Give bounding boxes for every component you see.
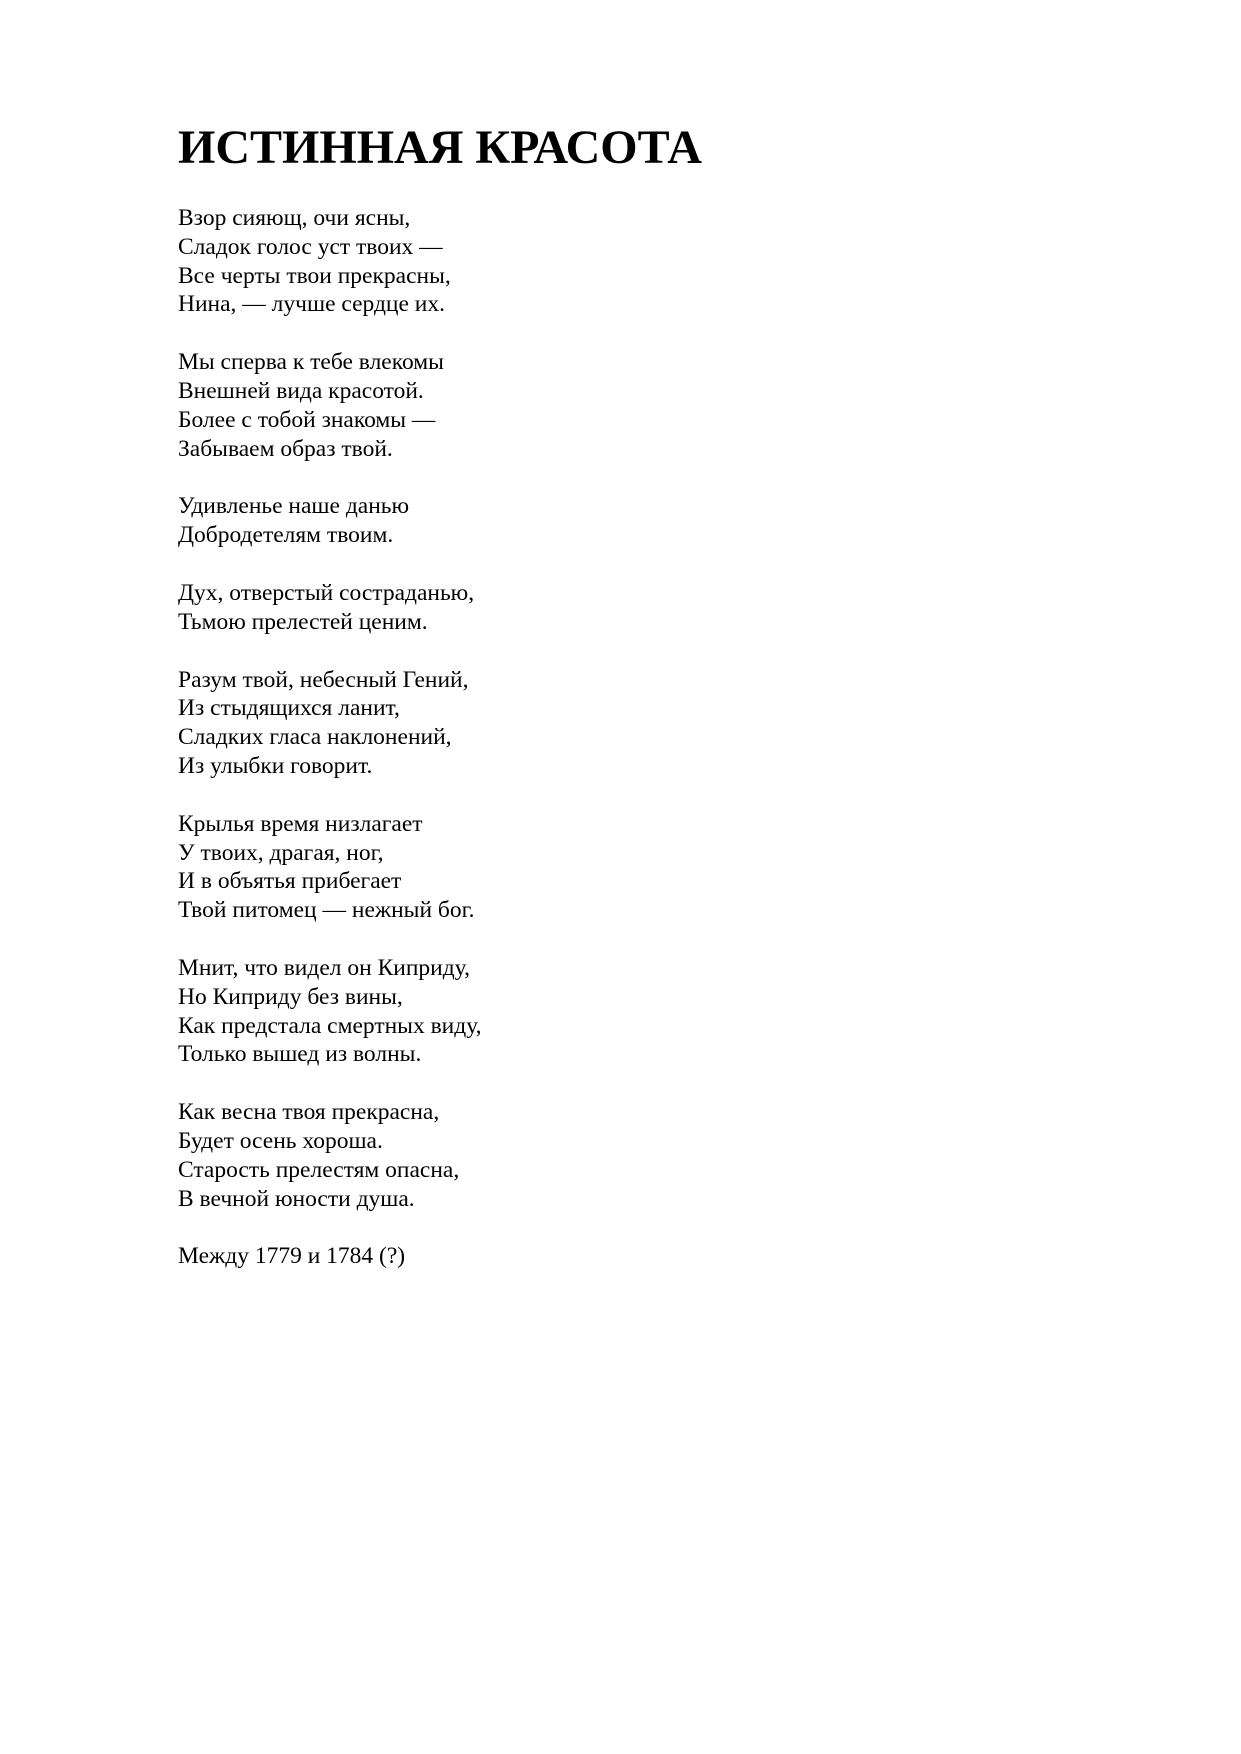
- poem-line: Нина, — лучше сердце их.: [178, 291, 446, 318]
- poem-line: В вечной юности душа.: [178, 1185, 415, 1212]
- poem-line: Удивленье наше данью: [178, 493, 410, 520]
- poem-line: Тьмою прелестей ценим.: [178, 608, 428, 635]
- poem-date: Между 1779 и 1784 (?): [178, 1243, 406, 1270]
- poem-line: Из стыдящихся ланит,: [178, 695, 400, 722]
- poem-title: ИСТИННАЯ КРАСОТА: [178, 121, 702, 174]
- poem-line: Но Киприду без вины,: [178, 983, 403, 1010]
- stanza-8: [178, 1098, 1178, 1213]
- poem-line: И в объятья прибегает: [178, 868, 402, 895]
- stanza-1: [178, 204, 1178, 319]
- poem-line: Только вышед из волны.: [178, 1041, 422, 1068]
- poem-line: Разум твой, небесный Гений,: [178, 666, 469, 693]
- stanza-7: [178, 954, 1178, 1069]
- poem-line: Будет осень хороша.: [178, 1127, 383, 1154]
- poem-line: Мнит, что видел он Киприду,: [178, 954, 470, 981]
- poem-line: Как предстала смертных виду,: [178, 1012, 482, 1039]
- poem-line: Сладок голос уст твоих —: [178, 233, 443, 260]
- poem-line: Взор сияющ, очи ясны,: [178, 205, 411, 231]
- poem-line: Более с тобой знакомы —: [178, 406, 436, 433]
- poem-line: Твой питомец — нежный бог.: [178, 897, 475, 924]
- poem-line: Дух, отверстый состраданью,: [178, 579, 475, 606]
- poem-line: Крылья время низлагает: [178, 810, 423, 837]
- stanza-4: [178, 579, 1178, 637]
- poem-line: Старость прелестям опасна,: [178, 1156, 460, 1183]
- poem-line: Забываем образ твой.: [178, 435, 393, 462]
- poem-line: У твоих, драгая, ног,: [178, 839, 384, 866]
- poem-line: Добродетелям твоим.: [178, 522, 394, 549]
- poem-line: Внешней вида красотой.: [178, 377, 424, 404]
- stanza-2: [178, 348, 1178, 463]
- stanza-3: [178, 492, 1178, 550]
- poem-line: Все черты твои прекрасны,: [178, 262, 451, 289]
- poem-line: Мы сперва к тебе влекомы: [178, 349, 444, 376]
- poem-line: Как весна твоя прекрасна,: [178, 1099, 440, 1126]
- document-page: [178, 120, 1178, 1271]
- poem-line: Из улыбки говорит.: [178, 752, 373, 779]
- stanza-5: [178, 666, 1178, 781]
- poem-line: Сладких гласа наклонений,: [178, 724, 452, 751]
- stanza-6: [178, 810, 1178, 925]
